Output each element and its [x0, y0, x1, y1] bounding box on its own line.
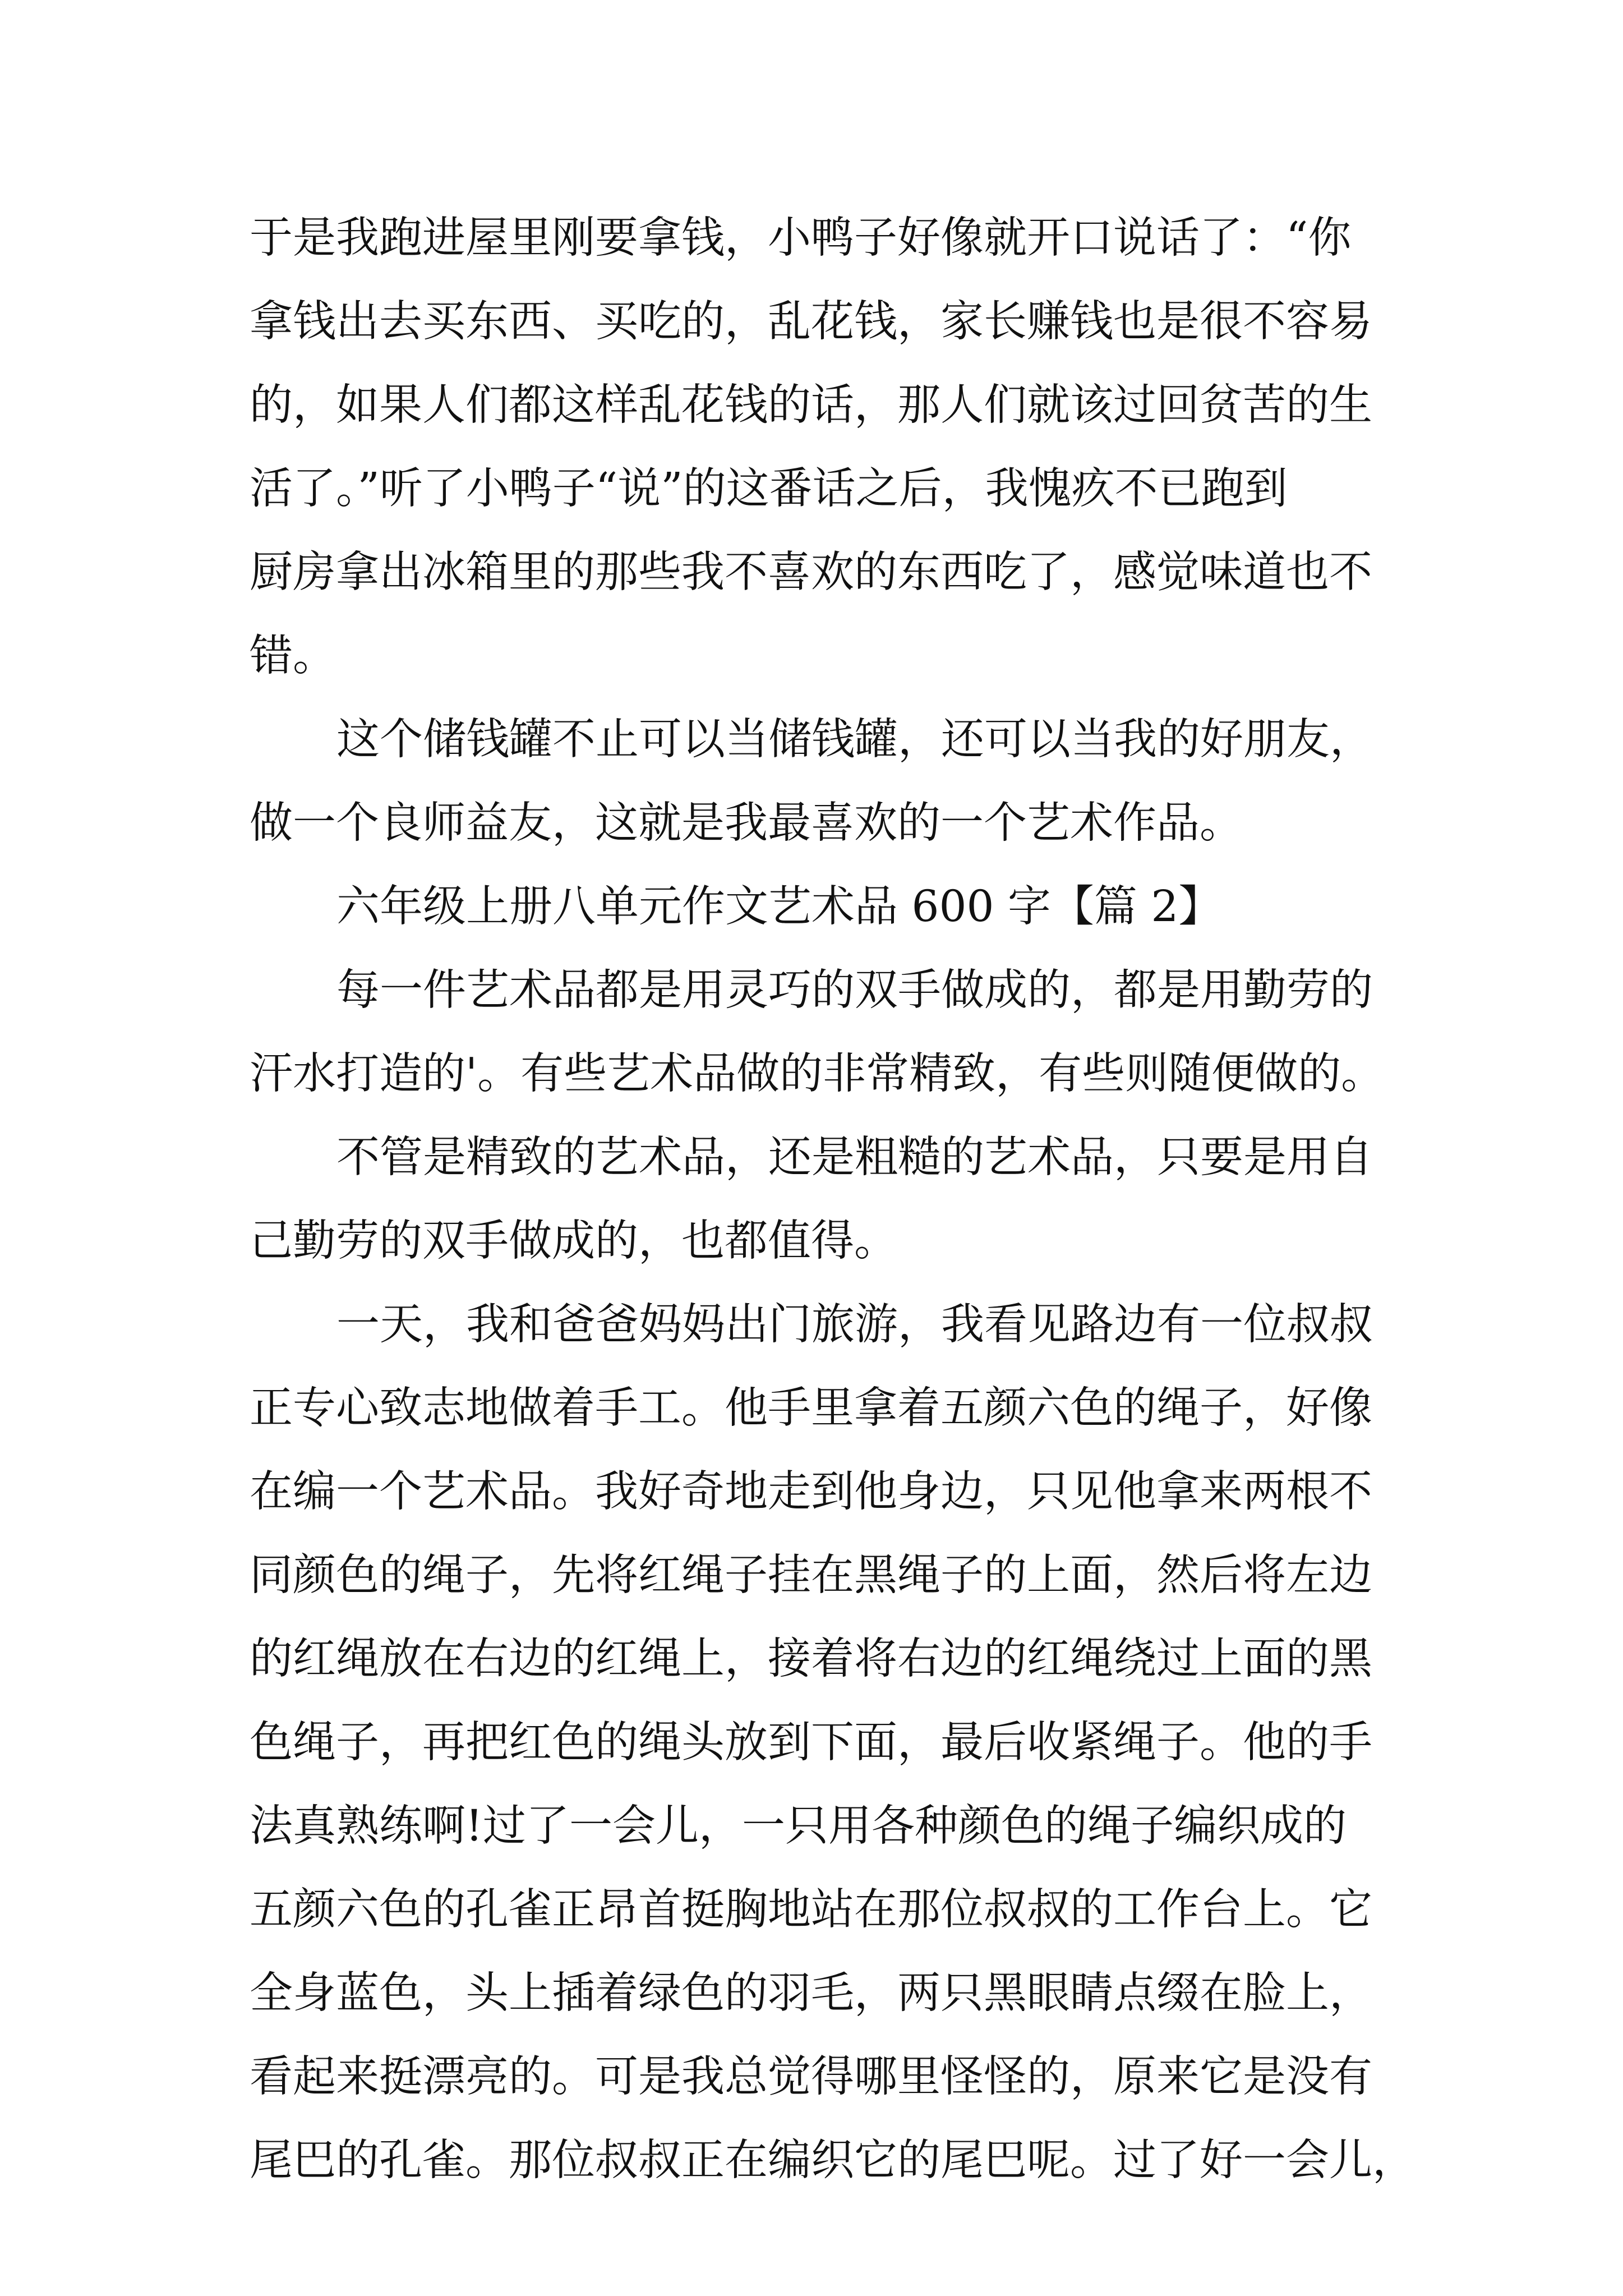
- text-line: 拿钱出去买东西、买吃的，乱花钱，家长赚钱也是很不容易: [250, 297, 1372, 347]
- text-line: 在编一个艺术品。我好奇地走到他身边，只见他拿来两根不: [250, 1467, 1372, 1517]
- document-body: [250, 196, 1415, 2202]
- text-line: 五颜六色的孔雀正昂首挺胸地站在那位叔叔的工作台上。它: [250, 1885, 1372, 1935]
- text-line: 法真熟练啊!过了一会儿，一只用各种颜色的绳子编织成的: [250, 1801, 1347, 1851]
- text-line: 做一个良师益友，这就是我最喜欢的一个艺术作品。: [250, 798, 1243, 848]
- text-line: 一天，我和爸爸妈妈出门旅游，我看见路边有一位叔叔: [336, 1300, 1373, 1350]
- text-line: 的红绳放在右边的红绳上，接着将右边的红绳绕过上面的黑: [250, 1634, 1372, 1684]
- text-line: 同颜色的绳子，先将红绳子挂在黑绳子的上面，然后将左边: [250, 1550, 1372, 1600]
- text-line: 全身蓝色，头上插着绿色的羽毛，两只黑眼睛点缀在脸上，: [250, 1968, 1372, 2018]
- text-line: 这个储钱罐不止可以当储钱罐，还可以当我的好朋友，: [336, 715, 1373, 765]
- text-line: 于是我跑进屋里刚要拿钱，小鸭子好像就开口说话了：“你: [250, 213, 1352, 263]
- text-line: 正专心致志地做着手工。他手里拿着五颜六色的绳子，好像: [250, 1383, 1372, 1433]
- text-line: 活了。”听了小鸭子“说”的这番话之后，我愧疚不已跑到: [250, 464, 1288, 514]
- text-line: 汗水打造的'。有些艺术品做的非常精致，有些则随便做的。: [250, 1049, 1385, 1099]
- text-line: 错。: [250, 631, 336, 681]
- text-line: 己勤劳的双手做成的，也都值得。: [250, 1216, 897, 1266]
- text-line: 不管是精致的艺术品，还是粗糙的艺术品，只要是用自: [336, 1133, 1373, 1182]
- text-line: 色绳子，再把红色的绳头放到下面，最后收紧绳子。他的手: [250, 1718, 1372, 1768]
- text-line: 每一件艺术品都是用灵巧的双手做成的，都是用勤劳的: [336, 965, 1373, 1015]
- text-line: 的，如果人们都这样乱花钱的话，那人们就该过回贫苦的生: [250, 380, 1372, 430]
- text-line: 厨房拿出冰箱里的那些我不喜欢的东西吃了，感觉味道也不: [250, 547, 1372, 597]
- text-line: 尾巴的孔雀。那位叔叔正在编织它的尾巴呢。过了好一会儿，: [250, 2136, 1415, 2185]
- section-heading: 六年级上册八单元作文艺术品 600 字【篇 2】: [336, 882, 1222, 932]
- text-line: 看起来挺漂亮的。可是我总觉得哪里怪怪的，原来它是没有: [250, 2052, 1372, 2102]
